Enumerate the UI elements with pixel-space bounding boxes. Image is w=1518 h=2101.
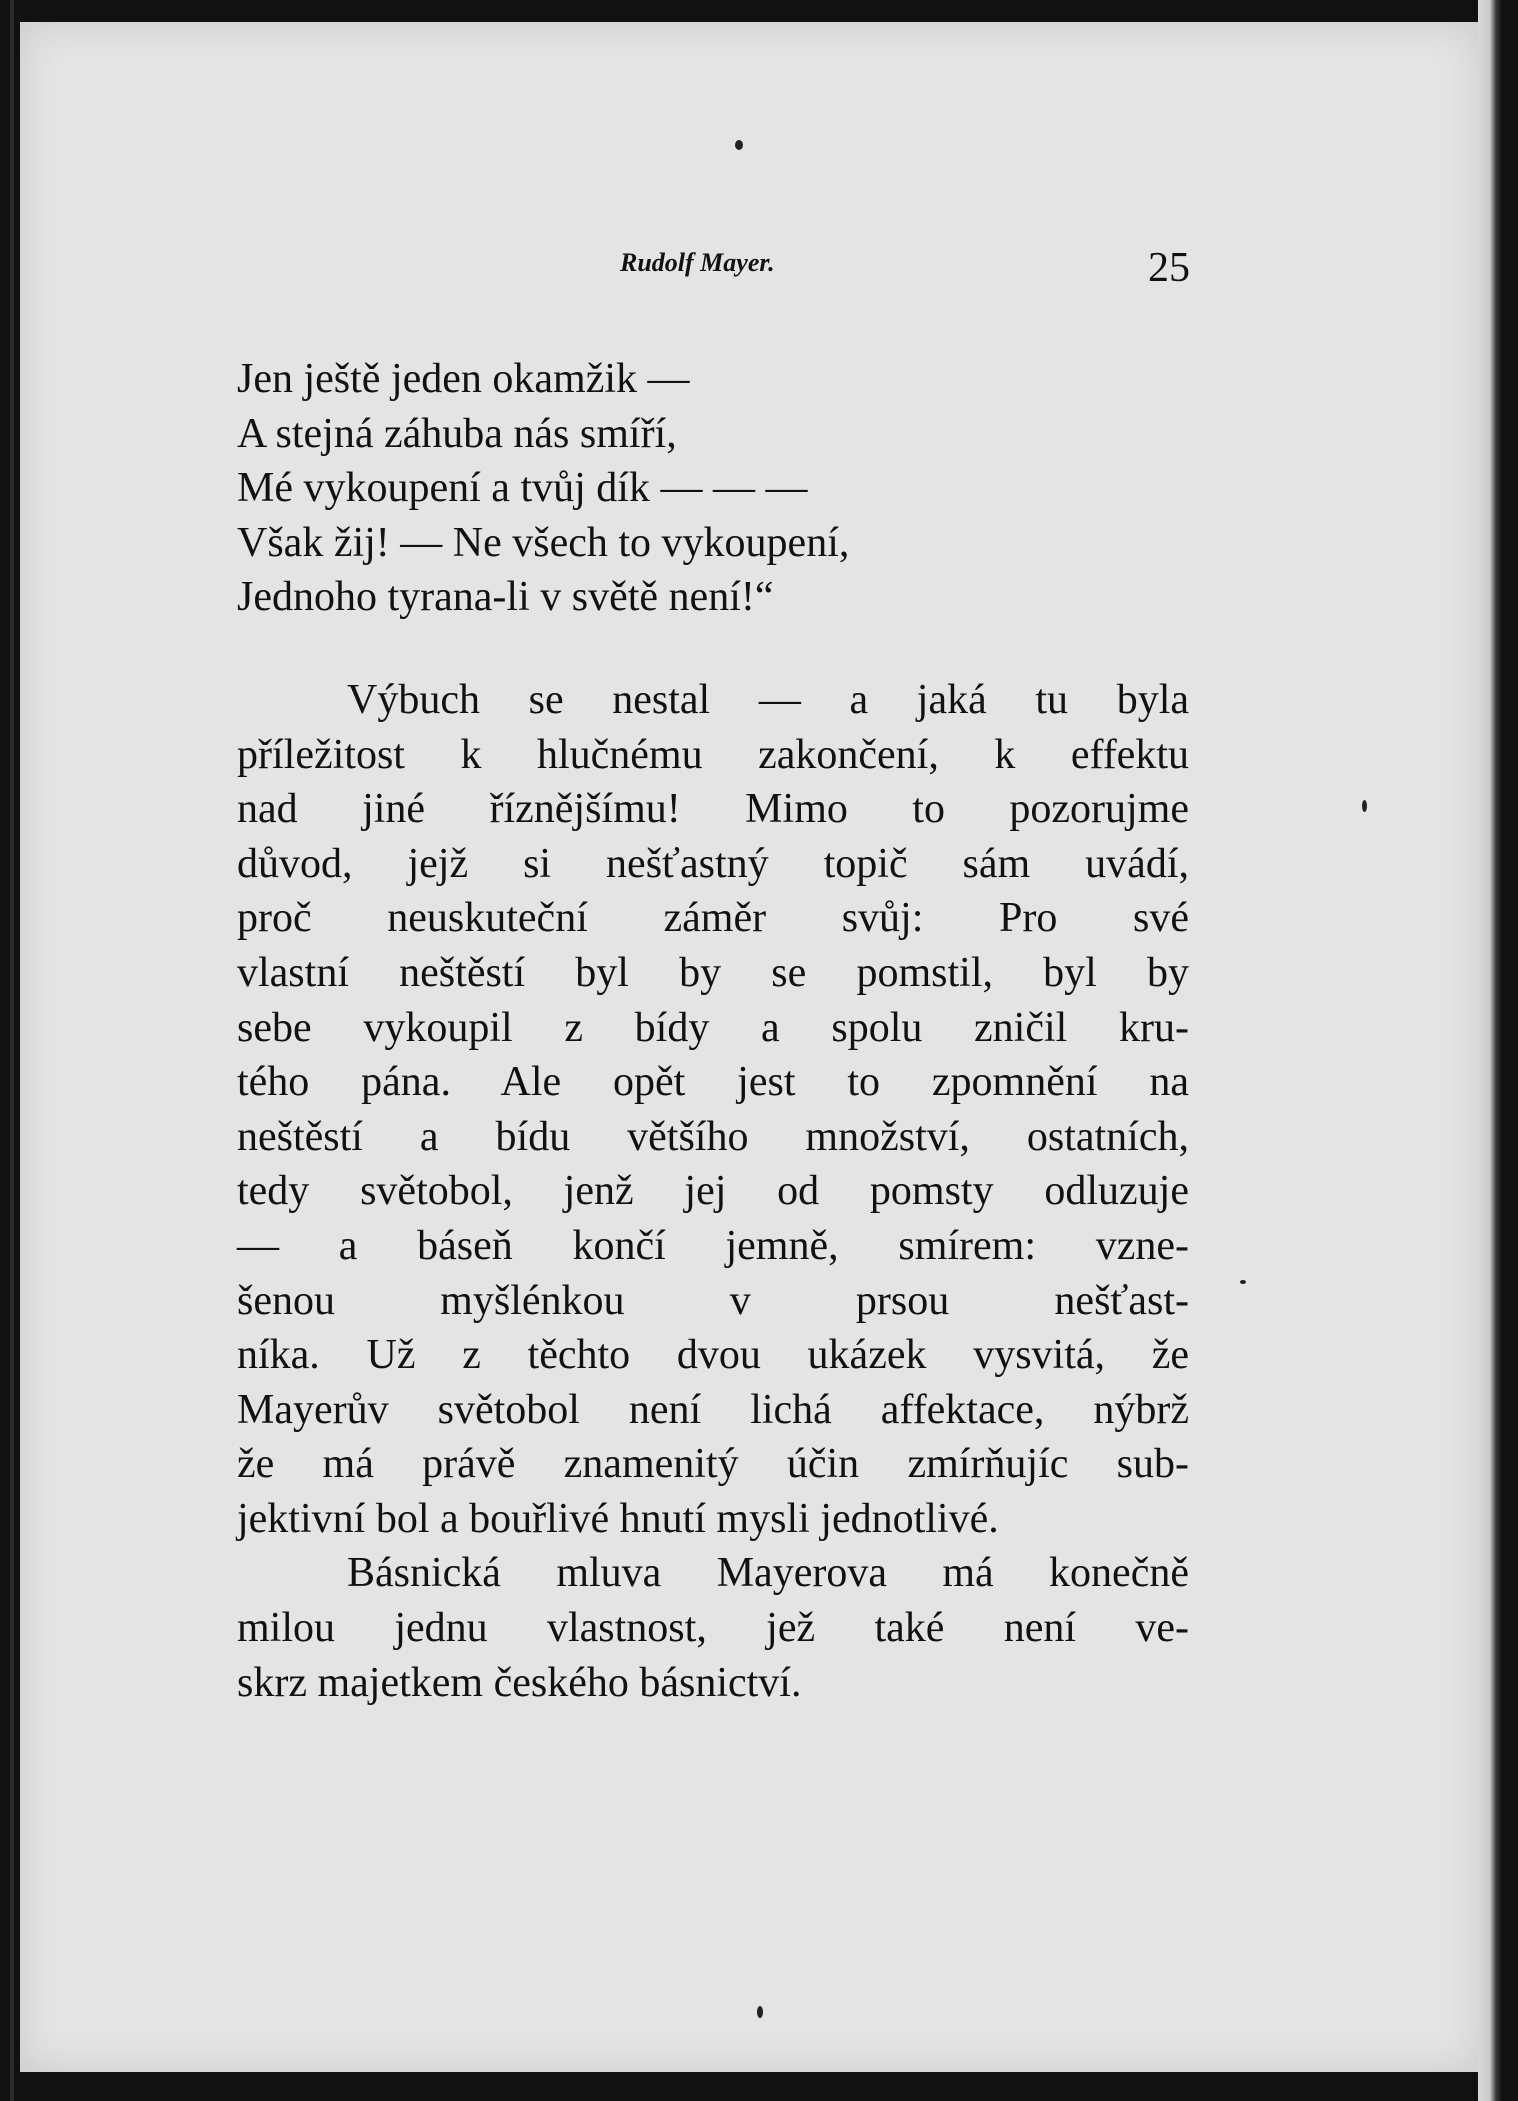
body-text <box>237 352 1189 1710</box>
ink-speck <box>1240 1280 1246 1284</box>
paragraph-line: příležitost k hlučnému zakončení, k effektu <box>237 731 1189 778</box>
poem-line: A stejná záhuba nás smíří, <box>237 410 677 457</box>
paragraph-1 <box>237 673 1189 1547</box>
ink-speck <box>735 140 743 150</box>
paragraph-line: neštěstí a bídu většího množství, ostatních, <box>237 1113 1189 1160</box>
right-page-edge <box>1478 0 1518 2101</box>
poem-line: Jen ještě jeden okamžik — <box>237 356 690 402</box>
paragraph-line: nad jiné říznějšímu! Mimo to pozorujme <box>237 786 1189 833</box>
poem-line: Jednoho tyrana-li v světě není!“ <box>237 574 774 621</box>
ink-speck <box>757 2006 763 2018</box>
poem-excerpt <box>237 352 1189 625</box>
running-head-author: Rudolf Mayer. <box>620 248 775 277</box>
paragraph-line: — a báseň končí jemně, smírem: vzne- <box>237 1222 1189 1269</box>
poem-line: Však žij! — Ne všech to vykoupení, <box>237 519 850 566</box>
left-page-edge <box>10 0 14 2101</box>
page-number: 25 <box>1148 245 1190 291</box>
paragraph-line: tedy světobol, jenž jej od pomsty odluzuje <box>237 1168 1189 1215</box>
paragraph-line: proč neuskuteční záměr svůj: Pro své <box>237 895 1189 942</box>
paragraph-line: důvod, jejž si nešťastný topič sám uvádí, <box>237 840 1189 887</box>
paragraph-2 <box>237 1546 1189 1710</box>
paragraph-line: že má právě znamenitý účin zmírňujíc sub- <box>237 1441 1189 1488</box>
paragraph-line: milou jednu vlastnost, jež také není ve- <box>237 1605 1189 1652</box>
paragraph-line: šenou myšlénkou v prsou nešťast- <box>237 1277 1189 1324</box>
paragraph-line: Mayerův světobol není lichá affektace, nýbrž <box>237 1386 1189 1433</box>
poem-line: Mé vykoupení a tvůj dík — — — <box>237 465 808 512</box>
paragraph-line: Výbuch se nestal — a jaká tu byla <box>347 676 1189 723</box>
paragraph-line: níka. Už z těchto dvou ukázek vysvitá, že <box>237 1332 1189 1379</box>
paragraph-line: Básnická mluva Mayerova má konečně <box>347 1550 1189 1597</box>
paragraph-line: tého pána. Ale opět jest to zpomnění na <box>237 1059 1189 1106</box>
running-head <box>0 245 1518 291</box>
paragraph-line: skrz majetkem českého básnictví. <box>237 1659 802 1706</box>
paragraph-line: vlastní neštěstí byl by se pomstil, byl by <box>237 949 1189 996</box>
paragraph-line: jektivní bol a bouřlivé hnutí mysli jednotlivé. <box>237 1495 999 1542</box>
stanza-gap <box>237 625 1189 673</box>
paragraph-line: sebe vykoupil z bídy a spolu zničil kru- <box>237 1004 1189 1051</box>
ink-speck <box>1362 800 1367 812</box>
